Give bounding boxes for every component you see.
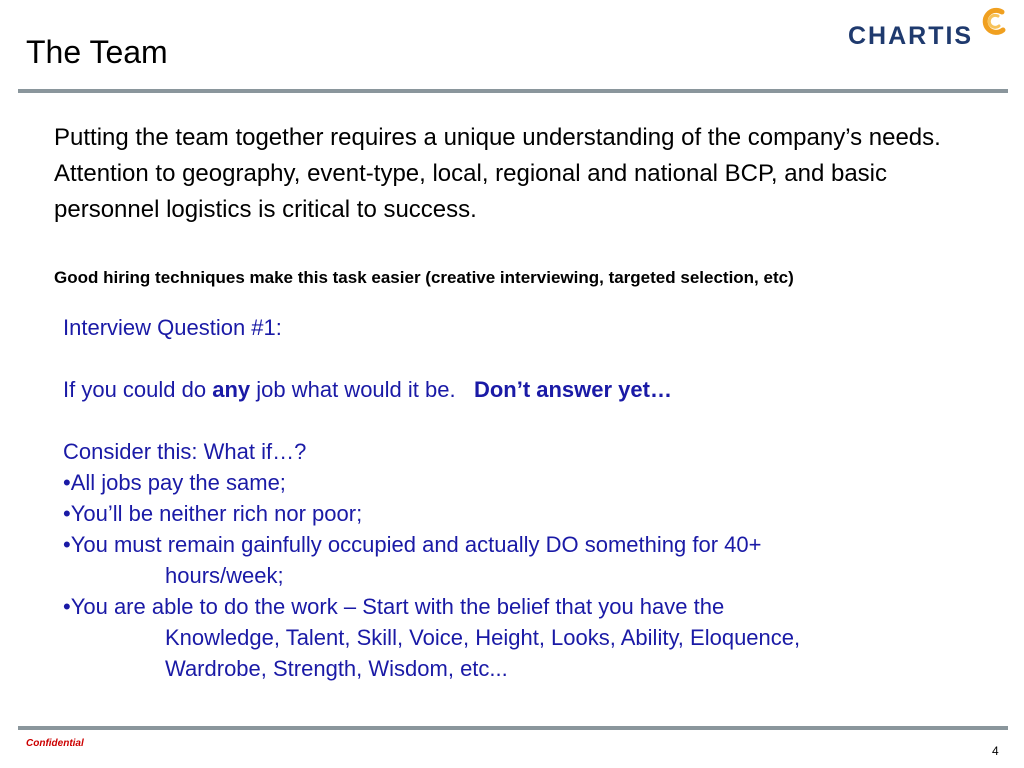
consider-line: Consider this: What if…? — [63, 439, 307, 464]
chartis-logo — [848, 8, 1018, 52]
bullet-item: •You are able to do the work – Start with the belief that you have the — [63, 594, 725, 619]
bullet-item: •All jobs pay the same; — [63, 470, 286, 495]
bullet-item: •You’ll be neither rich nor poor; — [63, 501, 363, 526]
bullet-item: •You must remain gainfully occupied and actually DO something for 40+ — [63, 532, 762, 557]
prompt-post: job what would it be. — [250, 377, 474, 402]
logo-swirl-icon — [976, 4, 1012, 40]
question-prompt — [63, 374, 963, 405]
header-divider — [18, 89, 1008, 93]
bullet-continuation: Wardrobe, Strength, Wisdom, etc... — [165, 656, 508, 681]
bullet-continuation: hours/week; — [165, 563, 284, 588]
prompt-bold-word: any — [212, 377, 251, 402]
prompt-emphasis: Don’t answer yet… — [473, 377, 672, 402]
interview-question-block — [63, 312, 963, 684]
confidential-label: Confidential — [26, 738, 84, 749]
slide-title: The Team — [26, 34, 168, 70]
footer-divider — [18, 726, 1008, 730]
bullet-continuation: Knowledge, Talent, Skill, Voice, Height, Looks, Ability, Eloquence, — [165, 625, 801, 650]
prompt-pre: If you could do — [63, 377, 213, 402]
logo-wordmark: CHARTIS — [848, 22, 974, 50]
hiring-note: Good hiring techniques make this task easier (creative interviewing, targeted selection, etc) — [54, 268, 794, 287]
page-number: 4 — [992, 744, 999, 758]
question-heading: Interview Question #1: — [63, 315, 282, 340]
intro-paragraph: Putting the team together requires a unique understanding of the company’s needs. Attention to geography, event-type, local, regional and national BCP, and basic personnel logistics is critical to success. — [54, 124, 941, 223]
